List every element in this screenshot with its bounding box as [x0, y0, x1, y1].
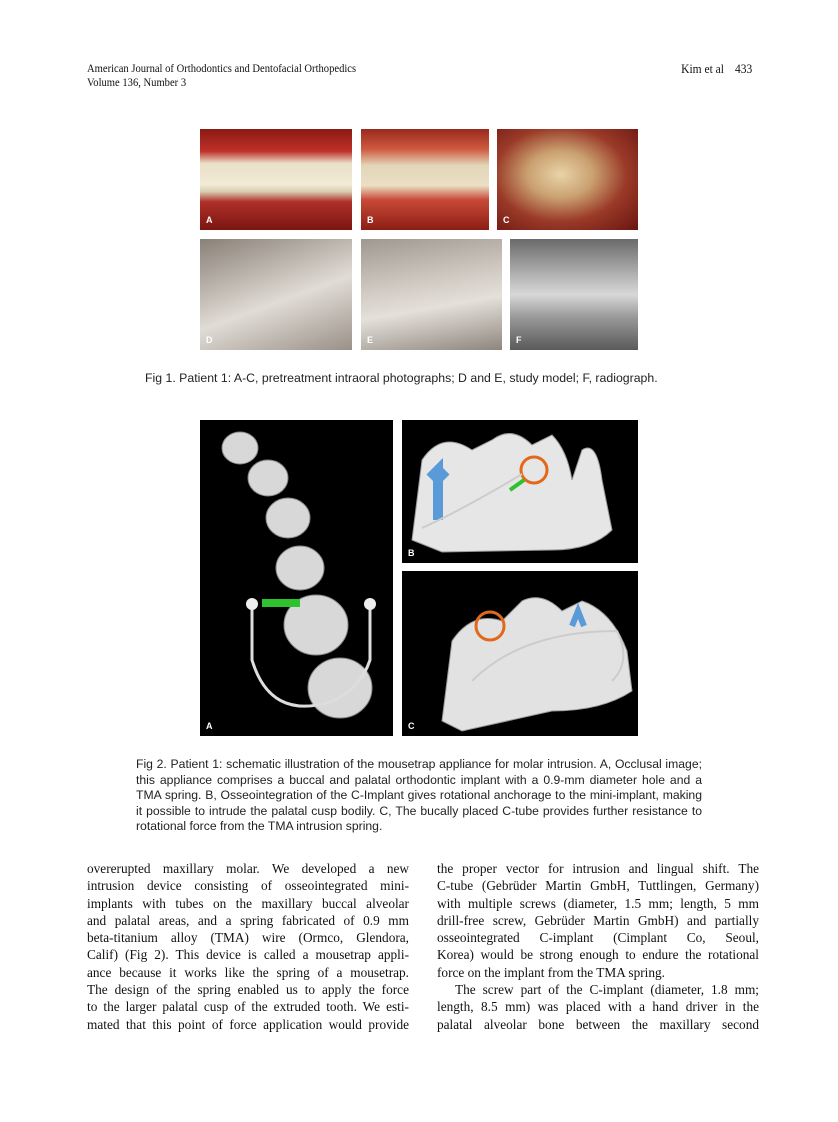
text-line: implants with tubes on the maxillary buccal alveolar: [87, 895, 409, 911]
text-line: length, 8.5 mm) was placed with a hand driver in the: [437, 999, 759, 1015]
text-line: force on the implant from the TMA spring.: [437, 964, 665, 980]
text-line: overerupted maxillary molar. We developed a new: [87, 861, 409, 876]
text-line: beta-titanium alloy (TMA) wire (Ormco, Glendora,: [87, 930, 409, 946]
text-line: with multiple screws (diameter, 1.5 mm; length, 5 mm: [437, 895, 759, 911]
text-line: mated that this point of force application would provide: [87, 1016, 409, 1032]
text-line: Calif) (Fig 2). This device is called a mousetrap appli-: [87, 947, 409, 963]
panel-label: B: [367, 215, 374, 225]
fig1-panel-c-photo: [497, 129, 638, 230]
text-line: to the larger palatal cusp of the extruded tooth. We esti-: [87, 999, 409, 1015]
fig2-panel-b-lateral-render: [402, 420, 638, 563]
running-header: [87, 62, 356, 90]
journal-volume: Volume 136, Number 3: [87, 77, 187, 89]
text-line: osseointegrated C-implant (Cimplant Co, Seoul,: [437, 930, 759, 946]
panel-label: B: [408, 548, 415, 558]
panel-label: C: [408, 721, 415, 731]
fig1-panel-b-photo: [361, 129, 489, 230]
figure-2-caption: Fig 2. Patient 1: schematic illustration of the mousetrap appliance for molar intrusion. A, Occlusal image; this appliance comprises a buccal and palatal orthodontic implant with a 0.9-mm diameter hole and a TMA spring. B, Osseointegration of the C-Implant gives rotational anchorage to the mini-implant, making it possible to intrude the palatal cusp bodily. C, The bucally placed C-tube provides further resistance to rotational force from the TMA intrusion spring.: [136, 757, 702, 834]
fig2-panel-c-buccal-render: [402, 571, 638, 736]
text-line: C-tube (Gebrüder Martin GmbH, Tuttlingen, Germany): [437, 878, 759, 894]
text-line: The design of the spring enabled us to apply the force: [87, 982, 409, 998]
fig1-panel-a-photo: [200, 129, 352, 230]
fig1-panel-f-radiograph: [510, 239, 638, 350]
fig1-panel-e-model: [361, 239, 502, 350]
journal-title: American Journal of Orthodontics and Dentofacial Orthopedics: [87, 63, 357, 75]
figure-1-caption: Fig 1. Patient 1: A-C, pretreatment intraoral photographs; D and E, study model; F, radiograph.: [145, 371, 658, 385]
occlusal-teeth-illustration: [200, 420, 393, 736]
page-header-right: [670, 62, 752, 76]
body-column-left: [87, 860, 409, 1033]
panel-label: F: [516, 335, 522, 345]
page-number: 433: [734, 62, 752, 76]
text-line: and palatal areas, and a spring fabricated of 0.9 mm: [87, 912, 409, 928]
fig1-panel-d-model: [200, 239, 352, 350]
authors: Kim et al: [680, 62, 724, 76]
buccal-teeth-illustration: [402, 571, 638, 736]
panel-label: E: [367, 335, 374, 345]
text-line: Korea) would be strong enough to endure the rotational: [437, 947, 759, 963]
panel-label: A: [206, 721, 213, 731]
panel-label: A: [206, 215, 213, 225]
text-line: the proper vector for intrusion and lingual shift. The: [437, 861, 759, 876]
text-line: drill-free screw, Gebrüder Martin GmbH) and partially: [437, 912, 759, 928]
lateral-teeth-illustration: [402, 420, 638, 563]
panel-label: D: [206, 335, 213, 345]
text-line: ance because it works like the spring of a mousetrap.: [87, 964, 409, 980]
text-line: palatal alveolar bone between the maxillary second: [437, 1016, 759, 1032]
body-column-right: [437, 860, 759, 1033]
panel-label: C: [503, 215, 510, 225]
fig2-panel-a-occlusal-render: [200, 420, 393, 736]
text-line: intrusion device consisting of osseointegrated mini-: [87, 878, 409, 894]
text-line: The screw part of the C-implant (diameter, 1.8 mm;: [455, 982, 759, 998]
